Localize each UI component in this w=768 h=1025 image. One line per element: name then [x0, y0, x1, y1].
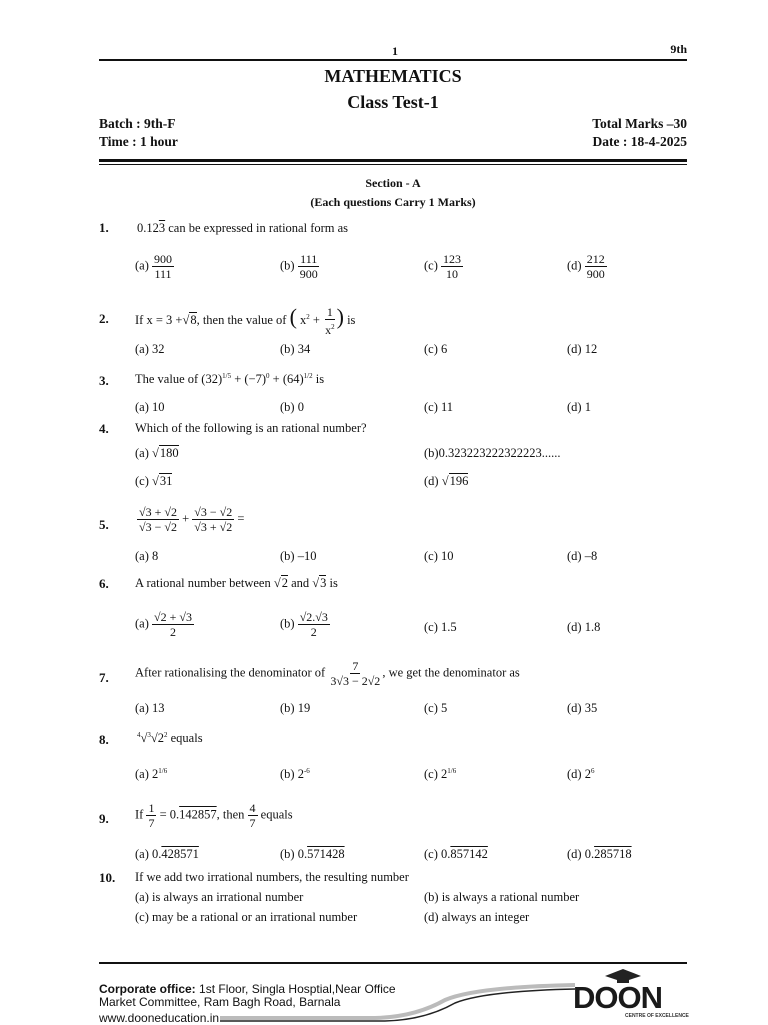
meta-rule-thick: [99, 159, 687, 162]
q6-option-d: (d) 1.8: [567, 620, 601, 634]
batch: Batch : 9th-F: [99, 116, 176, 131]
q6-option-c: (c) 1.5: [424, 620, 457, 634]
header-rule: [99, 59, 687, 61]
q3-option-a: (a) 10: [135, 400, 165, 414]
time: Time : 1 hour: [99, 134, 178, 149]
q5-option-b: (b) –10: [280, 549, 317, 563]
q10-text: If we add two irrational numbers, the resulting number: [135, 870, 409, 884]
q6-number: 6.: [99, 576, 109, 591]
section-name: Section - A: [365, 176, 421, 190]
subject-title: MATHEMATICS: [324, 66, 462, 86]
q5-option-d: (d) –8: [567, 549, 598, 563]
q5-expression: $\frac{√3 + √2}{√3 - √2}$ + $\frac{√3 - √2}{√3 + √2}$ =: [139, 505, 245, 534]
q9-text: If $\frac{1}{7}$ = 0.142857, then $\frac{4}{7}$ equals: [135, 801, 293, 830]
q9-option-b: (b) 0.571428: [280, 847, 345, 861]
q4-option-d: (d) √196: [424, 474, 469, 488]
q9-option-a: (a) 0.428571: [135, 847, 199, 861]
q8-text: $^4√^3√2^2$ equals: [137, 731, 203, 746]
q2-option-a: (a) 32: [135, 342, 165, 356]
footer-website: www.dooneducation.in: [99, 1011, 220, 1025]
q3-option-c: (c) 11: [424, 400, 454, 414]
q2-option-c: (c) 6: [424, 342, 448, 356]
q1-text: 0.123 can be expressed in rational form as: [137, 221, 349, 235]
q6-option-a: (a) $\frac{√2 + √3}{2}$: [135, 610, 192, 639]
date: Date : 18-4-2025: [592, 134, 687, 149]
q7-option-a: (a) 13: [135, 701, 165, 715]
q7-number: 7.: [99, 670, 109, 685]
q5-option-c: (c) 10: [424, 549, 454, 563]
q10-option-c: (c) may be a rational or an irrational number: [135, 910, 358, 924]
q3-number: 3.: [99, 373, 109, 388]
footer-address: Corporate office: 1st Floor, Singla Hosptial,Near Office Market Committee, Ram Bagh Road, Barnala: [99, 982, 396, 1009]
q8-number: 8.: [99, 732, 109, 747]
q1-option-d: (d) $\frac{212}{900}$: [567, 252, 605, 281]
q4-option-c: (c) √31: [135, 474, 173, 488]
q8-option-d: (d) $2^6$: [567, 767, 595, 782]
q2-option-b: (b) 34: [280, 342, 311, 356]
q7-text: After rationalising the denominator of $\frac{7}{3√3 - 2√2}$ , we get the denominator as: [135, 659, 520, 688]
q4-option-a: (a) √180: [135, 446, 179, 460]
q3-option-d: (d) 1: [567, 400, 591, 414]
q3-text: The value of $(32)^{1/5} + (-7)^0 + (64)^{1/2}$ is: [135, 372, 325, 387]
q5-option-a: (a) 8: [135, 549, 159, 563]
q10-option-a: (a) is always an irrational number: [135, 890, 304, 904]
q4-text: Which of the following is an rational number?: [135, 421, 367, 435]
q8-option-b: (b) $2^{-6}$: [280, 767, 310, 782]
test-title: Class Test-1: [347, 92, 439, 112]
q8-option-a: (a) $2^{1/6}$: [135, 767, 168, 782]
q9-option-d: (d) 0.285718: [567, 847, 632, 861]
q4-number: 4.: [99, 421, 109, 436]
footer-rule: [99, 962, 687, 964]
q3-option-b: (b) 0: [280, 400, 304, 414]
q2-number: 2.: [99, 311, 109, 326]
q2-option-d: (d) 12: [567, 342, 598, 356]
q1-option-a: (a) $\frac{900}{111}$: [135, 252, 172, 281]
q7-option-c: (c) 5: [424, 701, 448, 715]
page-number: 1: [392, 44, 398, 58]
q7-option-b: (b) 19: [280, 701, 311, 715]
q4-option-b: (b)0.323223222322223......: [424, 446, 561, 460]
q10-option-d: (d) always an integer: [424, 910, 530, 924]
q6-text: A rational number between √2 and √3 is: [135, 576, 338, 590]
doon-logo: DOON CENTRE OF EXCELLENCE: [573, 972, 693, 1020]
q1-number: 1.: [99, 220, 109, 235]
total-marks: Total Marks –30: [592, 116, 687, 131]
q9-option-c: (c) 0.857142: [424, 847, 488, 861]
meta-rule-thin: [99, 164, 687, 165]
class-tag: 9th: [670, 42, 687, 56]
q1-option-b: (b) $\frac{111}{900}$: [280, 252, 318, 281]
q7-option-d: (d) 35: [567, 701, 598, 715]
q2-text: If x = 3 +√8, then the value of ( $x^2$ + $\frac{1}{x^2}$ ) is: [135, 304, 356, 338]
q6-option-b: (b) $\frac{√2.√3}{2}$: [280, 610, 328, 639]
section-note: (Each questions Carry 1 Marks): [310, 195, 476, 209]
q9-number: 9.: [99, 811, 109, 826]
q1-option-c: (c) $\frac{123}{10}$: [424, 252, 461, 281]
q10-number: 10.: [99, 870, 116, 885]
q10-option-b: (b) is always a rational number: [424, 890, 580, 904]
q5-number: 5.: [99, 517, 109, 532]
q8-option-c: (c) $2^{1/6}$: [424, 767, 457, 782]
footer-swoosh: [215, 975, 615, 1024]
